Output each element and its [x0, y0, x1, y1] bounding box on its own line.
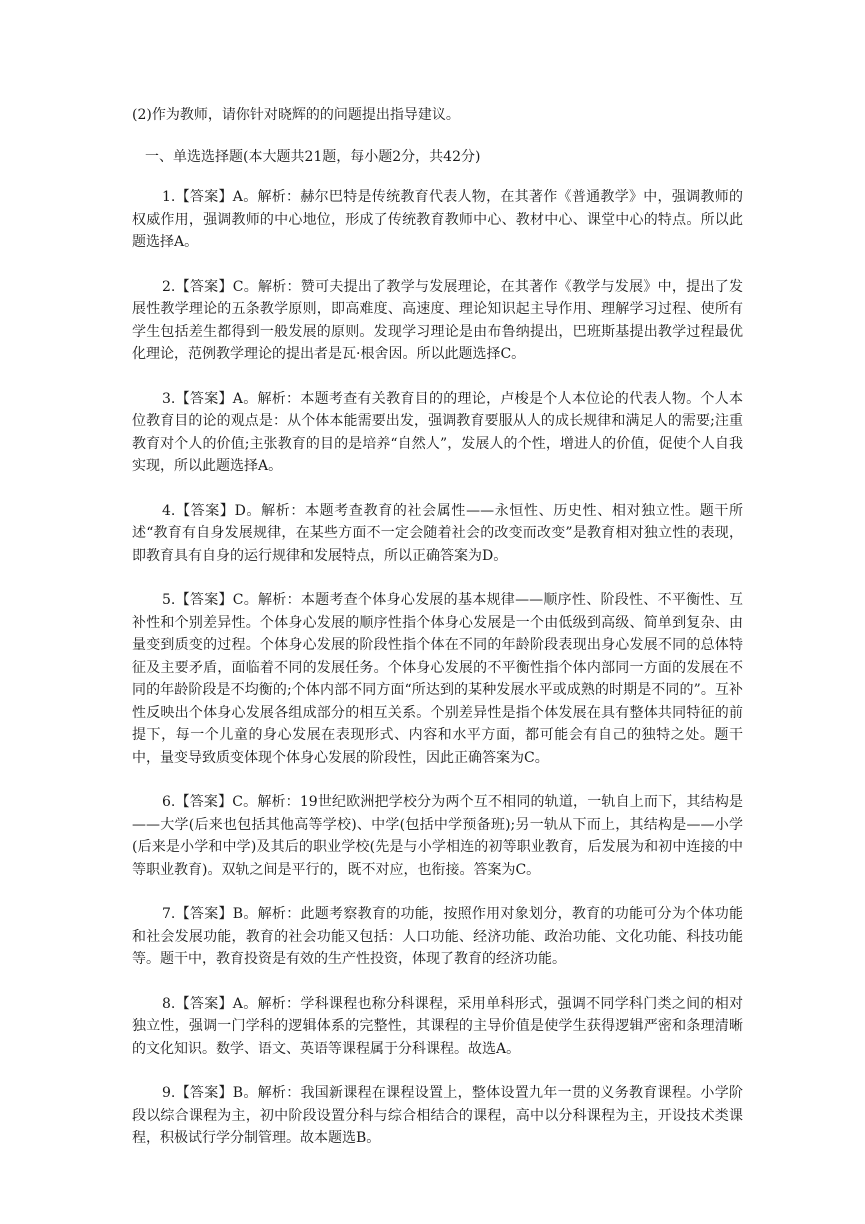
answer-item: 5.【答案】C。解析：本题考查个体身心发展的基本规律——顺序性、阶段性、不平衡性、互补性和个别差异性。个体身心发展的顺序性指个体身心发展是一个由低级到高级、简单到复杂、由量变到质变的过程。个体身心发展的阶段性指个体在不同的年龄阶段表现出身心发展不同的总体特征及主要矛盾，面临着不同的发展任务。个体身心发展的不平衡性指个体内部同一方面的发展在不同的年龄阶段是不均衡的;个体内部不同方面“所达到的某种发展水平或成熟的时期是不同的”。互补性反映出个体身心发展各组成部分的相互关系。个别差异性是指个体发展在具有整体共同特征的前提下，每一个儿童的身心发展在表现形式、内容和水平方面，都可能会有自己的独特之处。题干中，量变导致质变体现个体身心发展的阶段性，因此正确答案为C。 [132, 592, 743, 766]
answer-list [132, 186, 743, 1172]
answer-item: 6.【答案】C。解析：19世纪欧洲把学校分为两个互不相同的轨道，一轨自上而下，其结构是——大学(后来也包括其他高等学校)、中学(包括中学预备班);另一轨从下而上，其结构是——小学(后来是小学和中学)及其后的职业学校(先是与小学相连的初等职业教育，后发展为和初中连接的中等职业教育)。双轨之间是平行的，既不对应，也衔接。答案为C。 [132, 794, 743, 878]
answer-item: 1.【答案】A。解析：赫尔巴特是传统教育代表人物，在其著作《普通教学》中，强调教师的权威作用，强调教师的中心地位，形成了传统教育教师中心、教材中心、课堂中心的特点。所以此题选择A。 [132, 189, 743, 250]
intro-question: (2)作为教师，请你针对晓辉的的问题提出指导建议。 [132, 107, 460, 123]
answer-item: 7.【答案】B。解析：此题考察教育的功能，按照作用对象划分，教育的功能可分为个体功能和社会发展功能，教育的社会功能又包括：人口功能、经济功能、政治功能、文化功能、科技功能等。题干中，教育投资是有效的生产性投资，体现了教育的经济功能。 [132, 906, 743, 967]
answer-item: 8.【答案】A。解析：学科课程也称分科课程，采用单科形式，强调不同学科门类之间的相对独立性，强调一门学科的逻辑体系的完整性，其课程的主导价值是使学生获得逻辑严密和条理清晰的文化知识。数学、语文、英语等课程属于分科课程。故选A。 [132, 995, 743, 1057]
answer-item: 9.【答案】B。解析：我国新课程在课程设置上，整体设置九年一贯的义务教育课程。小学阶段以综合课程为主，初中阶段设置分科与综合相结合的课程，高中以分科课程为主，开设技术类课程，积极试行学分制管理。故本题选B。 [132, 1085, 743, 1146]
section-heading: 一、单选选择题(本大题共21题，每小题2分，共42分) [145, 149, 481, 165]
answer-item: 3.【答案】A。解析：本题考查有关教育目的的理论，卢梭是个人本位论的代表人物。个人本位教育目的论的观点是：从个体本能需要出发，强调教育要服从人的成长规律和满足人的需要;注重教育对个人的价值;主张教育的目的是培养“自然人”，发展人的个性，增进人的价值，促使个人自我实现，所以此题选择A。 [132, 390, 743, 474]
answer-item: 2.【答案】C。解析：赞可夫提出了教学与发展理论，在其著作《教学与发展》中，提出了发展性教学理论的五条教学原则，即高难度、高速度、理论知识起主导作用、理解学习过程、使所有学生包括差生都得到一般发展的原则。发现学习理论是由布鲁纳提出，巴班斯基提出教学过程最优化理论，范例教学理论的提出者是瓦·根舍因。所以此题选择C。 [132, 278, 743, 362]
answer-item: 4.【答案】D。解析：本题考查教育的社会属性——永恒性、历史性、相对独立性。题干所述“教育有自身发展规律，在某些方面不一定会随着社会的改变而改变”是教育相对独立性的表现，即教育具有自身的运行规律和发展特点，所以正确答案为D。 [132, 502, 743, 564]
